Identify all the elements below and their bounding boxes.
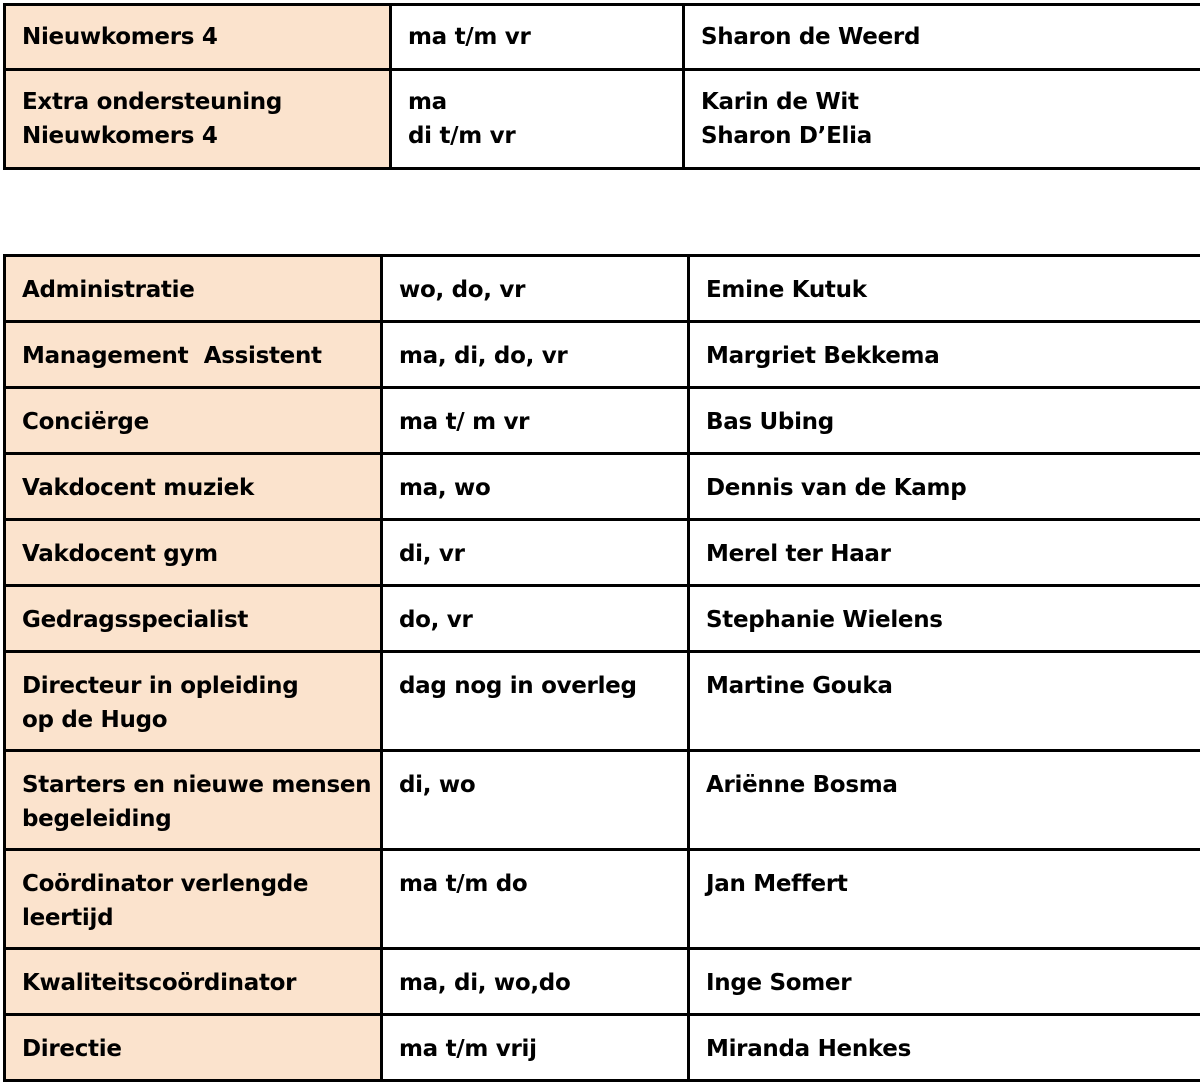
role-text: Directeur in opleiding (22, 669, 366, 703)
days-text: di t/m vr (408, 119, 668, 153)
table-row (5, 850, 1200, 949)
days-cell (382, 586, 689, 652)
name-cell (689, 1015, 1200, 1081)
table-row (5, 256, 1200, 322)
name-cell (689, 850, 1200, 949)
role-text: op de Hugo (22, 703, 366, 737)
days-cell (391, 5, 684, 70)
days-cell (382, 520, 689, 586)
days-text: wo, do, vr (399, 273, 673, 307)
table-row (5, 5, 1200, 70)
days-text: ma, di, do, vr (399, 339, 673, 373)
role-text: Vakdocent muziek (22, 471, 366, 505)
name-text: Sharon de Weerd (701, 20, 1186, 54)
name-text: Karin de Wit (701, 85, 1186, 119)
days-text: ma (408, 85, 668, 119)
name-text: Margriet Bekkema (706, 339, 1186, 373)
days-cell (391, 70, 684, 169)
name-cell (689, 454, 1200, 520)
table-row (5, 652, 1200, 751)
table-row (5, 70, 1200, 169)
role-text: Extra ondersteuning (22, 85, 375, 119)
role-cell (5, 1015, 382, 1081)
name-cell (689, 520, 1200, 586)
name-text: Miranda Henkes (706, 1032, 1186, 1066)
days-cell (382, 850, 689, 949)
table-row (5, 520, 1200, 586)
days-text: do, vr (399, 603, 673, 637)
role-text: Vakdocent gym (22, 537, 366, 571)
role-text: Coördinator verlengde (22, 867, 366, 901)
days-cell (382, 1015, 689, 1081)
table-row (5, 454, 1200, 520)
table-row (5, 751, 1200, 850)
role-cell (5, 454, 382, 520)
nieuwkomers-table (3, 3, 1200, 170)
days-text: ma, di, wo,do (399, 966, 673, 1000)
name-cell (689, 751, 1200, 850)
days-text: ma t/ m vr (399, 405, 673, 439)
days-text: ma, wo (399, 471, 673, 505)
days-cell (382, 949, 689, 1015)
name-text: Stephanie Wielens (706, 603, 1186, 637)
role-cell (5, 949, 382, 1015)
role-cell (5, 652, 382, 751)
days-text: ma t/m vrij (399, 1032, 673, 1066)
table-row (5, 388, 1200, 454)
role-cell (5, 850, 382, 949)
role-text: Conciërge (22, 405, 366, 439)
table-row (5, 949, 1200, 1015)
name-text: Martine Gouka (706, 669, 1186, 703)
days-text: ma t/m vr (408, 20, 668, 54)
role-cell (5, 388, 382, 454)
name-cell (689, 256, 1200, 322)
role-cell (5, 520, 382, 586)
name-text: Bas Ubing (706, 405, 1186, 439)
name-text: Sharon D’Elia (701, 119, 1186, 153)
role-text: Administratie (22, 273, 366, 307)
name-cell (689, 586, 1200, 652)
table-row (5, 1015, 1200, 1081)
days-cell (382, 256, 689, 322)
name-text: Emine Kutuk (706, 273, 1186, 307)
role-cell (5, 751, 382, 850)
table-row (5, 586, 1200, 652)
days-text: di, vr (399, 537, 673, 571)
role-text: leertijd (22, 901, 366, 935)
days-cell (382, 388, 689, 454)
role-text: Gedragsspecialist (22, 603, 366, 637)
name-text: Ariënne Bosma (706, 768, 1186, 802)
name-cell (684, 5, 1200, 70)
name-cell (689, 322, 1200, 388)
role-text: Directie (22, 1032, 366, 1066)
role-cell (5, 70, 391, 169)
table-row (5, 322, 1200, 388)
name-cell (689, 388, 1200, 454)
name-cell (684, 70, 1200, 169)
role-text: Management Assistent (22, 339, 366, 373)
days-text: di, wo (399, 768, 673, 802)
role-cell (5, 256, 382, 322)
days-text: ma t/m do (399, 867, 673, 901)
days-text: dag nog in overleg (399, 669, 673, 703)
role-cell (5, 586, 382, 652)
staff-table (3, 254, 1200, 1082)
days-cell (382, 751, 689, 850)
name-text: Dennis van de Kamp (706, 471, 1186, 505)
name-cell (689, 652, 1200, 751)
role-text: Nieuwkomers 4 (22, 119, 375, 153)
days-cell (382, 652, 689, 751)
name-cell (689, 949, 1200, 1015)
role-cell (5, 322, 382, 388)
role-text: begeleiding (22, 802, 366, 836)
role-cell (5, 5, 391, 70)
role-text: Starters en nieuwe mensen (22, 768, 366, 802)
name-text: Merel ter Haar (706, 537, 1186, 571)
days-cell (382, 322, 689, 388)
days-cell (382, 454, 689, 520)
role-text: Nieuwkomers 4 (22, 20, 375, 54)
name-text: Inge Somer (706, 966, 1186, 1000)
role-text: Kwaliteitscoördinator (22, 966, 366, 1000)
name-text: Jan Meffert (706, 867, 1186, 901)
